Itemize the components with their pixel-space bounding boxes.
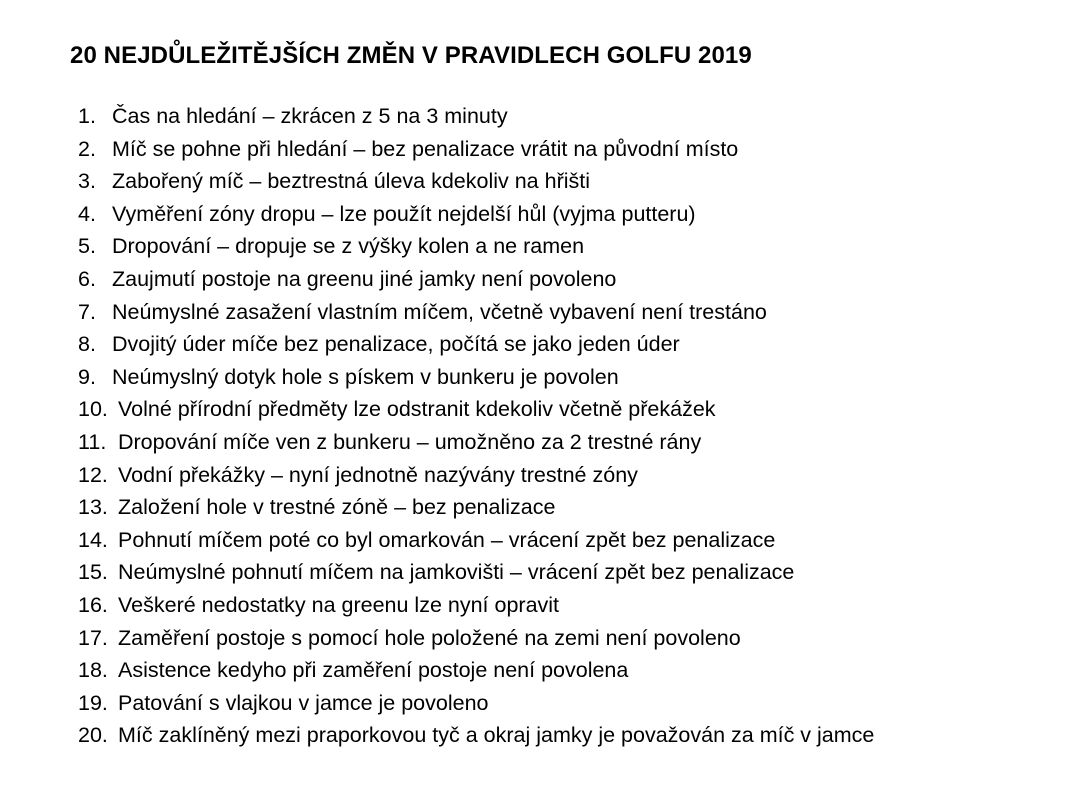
rules-list [78, 100, 874, 752]
item-text: Míč se pohne při hledání – bez penalizace vrátit na původní místo [112, 136, 739, 161]
item-number: 20. [78, 723, 108, 748]
list-item [78, 393, 874, 426]
item-text: Čas na hledání – zkrácen z 5 na 3 minuty [112, 104, 508, 128]
list-item [78, 263, 874, 296]
list-item [78, 687, 874, 720]
list-item [78, 100, 874, 133]
item-number: 12. [78, 462, 108, 487]
list-item [78, 524, 874, 557]
item-number: 4. [78, 201, 96, 226]
list-item [78, 589, 874, 622]
item-text: Dropování míče ven z bunkeru – umožněno za 2 trestné rány [118, 429, 702, 454]
list-item [78, 491, 874, 524]
item-text: Pohnutí míčem poté co byl omarkován – vrácení zpět bez penalizace [118, 527, 776, 552]
document-title: 20 NEJDŮLEŽITĚJŠÍCH ZMĚN V PRAVIDLECH GOLFU 2019 [70, 42, 752, 69]
item-number: 6. [78, 266, 96, 291]
item-number: 18. [78, 658, 108, 683]
item-text: Volné přírodní předměty lze odstranit kdekoliv včetně překážek [118, 397, 716, 422]
item-number: 7. [78, 299, 96, 324]
list-item [78, 719, 874, 752]
item-text: Vodní překážky – nyní jednotně nazývány trestné zóny [118, 462, 638, 487]
list-item [78, 230, 874, 263]
item-number: 19. [78, 690, 108, 715]
item-number: 14. [78, 527, 108, 552]
list-item [78, 459, 874, 492]
list-item [78, 328, 874, 361]
item-number: 10. [78, 397, 108, 422]
item-number: 11. [78, 429, 107, 454]
item-number: 1. [78, 104, 96, 128]
list-item [78, 296, 874, 329]
item-number: 2. [78, 136, 96, 161]
item-number: 9. [78, 364, 96, 389]
list-item [78, 654, 874, 687]
item-number: 15. [78, 560, 108, 585]
item-text: Míč zaklíněný mezi praporkovou tyč a okraj jamky je považován za míč v jamce [118, 723, 875, 748]
item-number: 5. [78, 234, 96, 259]
item-text: Vyměření zóny dropu – lze použít nejdelší hůl (vyjma putteru) [112, 201, 696, 226]
item-text: Neúmyslný dotyk hole s pískem v bunkeru je povolen [112, 364, 619, 389]
list-item [78, 165, 874, 198]
list-item [78, 426, 874, 459]
item-text: Veškeré nedostatky na greenu lze nyní opravit [118, 592, 560, 617]
item-text: Dvojitý úder míče bez penalizace, počítá se jako jeden úder [112, 332, 680, 357]
item-text: Patování s vlajkou v jamce je povoleno [118, 690, 489, 715]
list-item [78, 361, 874, 394]
item-number: 8. [78, 332, 96, 357]
item-number: 16. [78, 592, 108, 617]
item-text: Založení hole v trestné zóně – bez penalizace [118, 495, 556, 520]
item-text: Zabořený míč – beztrestná úleva kdekoliv na hřišti [112, 169, 591, 194]
item-text: Zaujmutí postoje na greenu jiné jamky není povoleno [112, 266, 617, 291]
item-number: 13. [78, 495, 108, 520]
item-text: Zaměření postoje s pomocí hole položené na zemi není povoleno [118, 625, 741, 650]
list-item [78, 622, 874, 655]
item-text: Dropování – dropuje se z výšky kolen a ne ramen [112, 234, 585, 259]
list-item [78, 198, 874, 231]
item-text: Asistence kedyho při zaměření postoje není povolena [118, 658, 629, 683]
item-text: Neúmyslné zasažení vlastním míčem, včetně vybavení není trestáno [112, 299, 767, 324]
list-item [78, 133, 874, 166]
item-number: 17. [78, 625, 108, 650]
item-number: 3. [78, 169, 96, 194]
list-item [78, 556, 874, 589]
item-text: Neúmyslné pohnutí míčem na jamkovišti – vrácení zpět bez penalizace [118, 560, 795, 585]
